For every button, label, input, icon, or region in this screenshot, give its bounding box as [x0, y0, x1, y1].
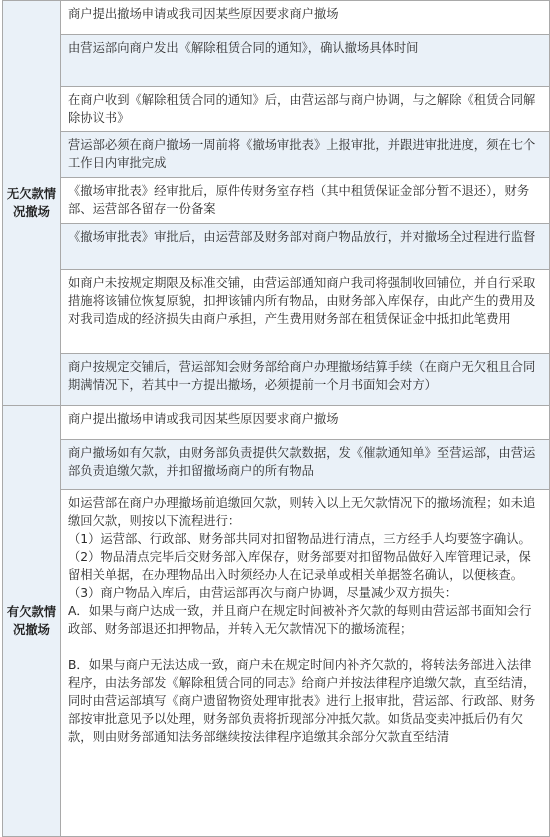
table-row — [3, 406, 550, 440]
step-cell: 《撤场审批表》审批后，由运营部及财务部对商户物品放行，并对撤场全过程进行监督 — [61, 224, 550, 270]
step-cell: 由营运部向商户发出《解除租赁合同的通知》，确认撤场具体时间 — [61, 35, 550, 87]
paragraph-gap — [68, 638, 543, 656]
table-row — [3, 87, 550, 132]
category-with-arrears: 有欠款情况撤场 — [3, 406, 61, 837]
step-cell: 《撤场审批表》经审批后，原件传财务室存档（其中租赁保证金部分暂不退还），财务部、运营部各留存一份备案 — [61, 178, 550, 224]
step-cell: 在商户收到《解除租赁合同的通知》后，由营运部与商户协调，与之解除《租赁合同解除协议书》 — [61, 87, 550, 132]
table-row — [3, 440, 550, 490]
step-cell: 商户提出撤场申请或我司因某些原因要求商户撤场 — [61, 406, 550, 440]
detail-item-1: （1）运营部、行政部、财务部共同对扣留物品进行清点，三方经手人均要签字确认。 — [68, 532, 531, 546]
step-cell: 商户提出撤场申请或我司因某些原因要求商户撤场 — [61, 1, 550, 35]
category-no-arrears: 无欠款情况撤场 — [3, 1, 61, 406]
table-row — [3, 354, 550, 406]
detail-item-2: （2）物品清点完毕后交财务部入库保存，财务部要对扣留物品做好入库管理记录，保留相关单据，在办理物品出入时须经办人在记录单或相关单据签名确认，以便核查。 — [68, 550, 531, 582]
table-row — [3, 132, 550, 178]
step-cell: 营运部必须在商户撤场一周前将《撤场审批表》上报审批，并跟进审批进度，须在七个工作日内审批完成 — [61, 132, 550, 178]
table-row — [3, 224, 550, 270]
step-cell: 商户撤场如有欠款，由财务部负责提供欠款数据，发《催款通知单》至营运部，由营运部负责追缴欠款，并扣留撤场商户的所有物品 — [61, 440, 550, 490]
table-row — [3, 35, 550, 87]
detail-item-a: A．如果与商户达成一致，并且商户在规定时间被补齐欠款的每则由营运部书面知会行政部、财务部退还扣押物品，并转入无欠款情况下的撤场流程； — [68, 604, 532, 636]
table-row — [3, 1, 550, 35]
detail-item-3: （3）商户物品入库后，由营运部再次与商户协调，尽量减少双方损失： — [68, 586, 458, 600]
detail-item-b: B．如果与商户无法达成一致，商户未在规定时间内补齐欠款的，将转法务部进入法律程序，由法务部发《解除租赁合同的同志》给商户并按法律程序追缴欠款，直至结清，同时由营运部填写《商户遗留物资处理审批表》进行上报审批，营运部、行政部、财务部按审批意见予以处理，财务部负责将折现部分冲抵欠款。如货品变卖冲抵后仍有欠款，则由财务部通知法务部继续按法律程序追缴其余部分欠款直至结清 — [68, 658, 536, 744]
table-row — [3, 270, 550, 354]
detail-intro: 如运营部在商户办理撤场前追缴回欠款，则转入以上无欠款情况下的撤场流程；如未追缴回欠款，则按以下流程进行： — [68, 496, 536, 528]
table-row — [3, 178, 550, 224]
merchant-exit-process-table — [2, 0, 550, 837]
step-cell: 商户按规定交铺后，营运部知会财务部给商户办理撤场结算手续（在商户无欠租且合同期满情况下，若其中一方提出撤场，必须提前一个月书面知会对方） — [61, 354, 550, 406]
arrears-detail-cell — [61, 490, 550, 837]
table-row — [3, 490, 550, 837]
step-cell: 如商户未按规定期限及标准交铺，由营运部通知商户我司将强制收回铺位，并自行采取措施将该铺位恢复原貌，扣押该铺内所有物品，由财务部入库保存，由此产生的费用及对我司造成的经济损失由商户承担，产生费用财务部在租赁保证金中抵扣此笔费用 — [61, 270, 550, 354]
